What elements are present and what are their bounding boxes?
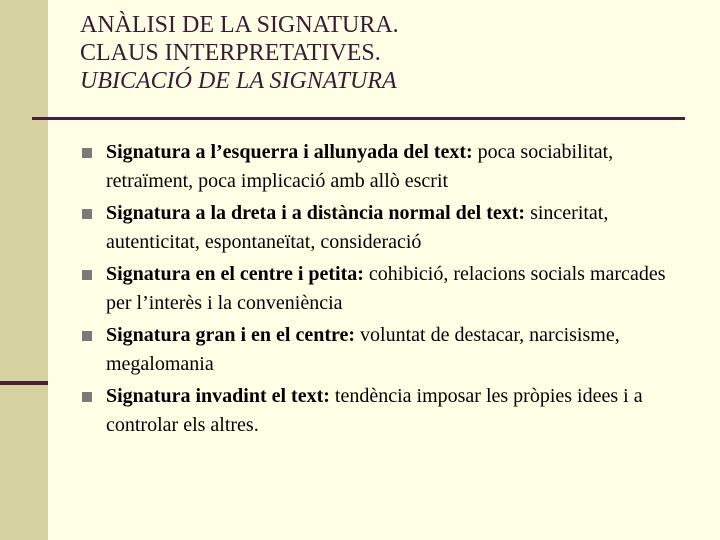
square-bullet-icon	[82, 270, 92, 280]
title-divider	[32, 117, 685, 120]
bullet-heading: Signatura invadint el text:	[106, 385, 330, 407]
slide-title	[80, 11, 700, 95]
bullet-text: poca sociabilitat, retraïment, poca implicació amb allò escrit	[106, 141, 614, 192]
square-bullet-icon	[82, 392, 92, 402]
bullet-heading: Signatura a la dreta i a distància normal del text:	[106, 202, 526, 224]
sidebar-accent-bar	[0, 381, 48, 385]
bullet-text: voluntat de destacar, narcisisme, megalomania	[106, 324, 620, 375]
list-item	[82, 260, 682, 318]
title-line-1: ANÀLISI DE LA SIGNATURA.	[80, 12, 399, 38]
bullet-heading: Signatura en el centre i petita:	[106, 263, 364, 285]
title-line-3: UBICACIÓ DE LA SIGNATURA	[80, 68, 397, 94]
list-item	[82, 138, 682, 196]
list-item	[82, 382, 682, 440]
bullet-text: sinceritat, autenticitat, espontaneïtat, consideració	[106, 202, 609, 253]
square-bullet-icon	[82, 209, 92, 219]
left-sidebar-band	[0, 0, 48, 540]
square-bullet-icon	[82, 331, 92, 341]
bullet-heading: Signatura gran i en el centre:	[106, 324, 356, 346]
list-item	[82, 321, 682, 379]
title-line-2: CLAUS INTERPRETATIVES.	[80, 40, 381, 66]
bullet-heading: Signatura a l’esquerra i allunyada del text:	[106, 141, 473, 163]
bullet-list	[82, 138, 682, 443]
square-bullet-icon	[82, 148, 92, 158]
bullet-text: cohibició, relacions socials marcades per l’interès i la conveniència	[106, 263, 666, 314]
bullet-text: tendència imposar les pròpies idees i a controlar els altres.	[106, 385, 643, 436]
list-item	[82, 199, 682, 257]
